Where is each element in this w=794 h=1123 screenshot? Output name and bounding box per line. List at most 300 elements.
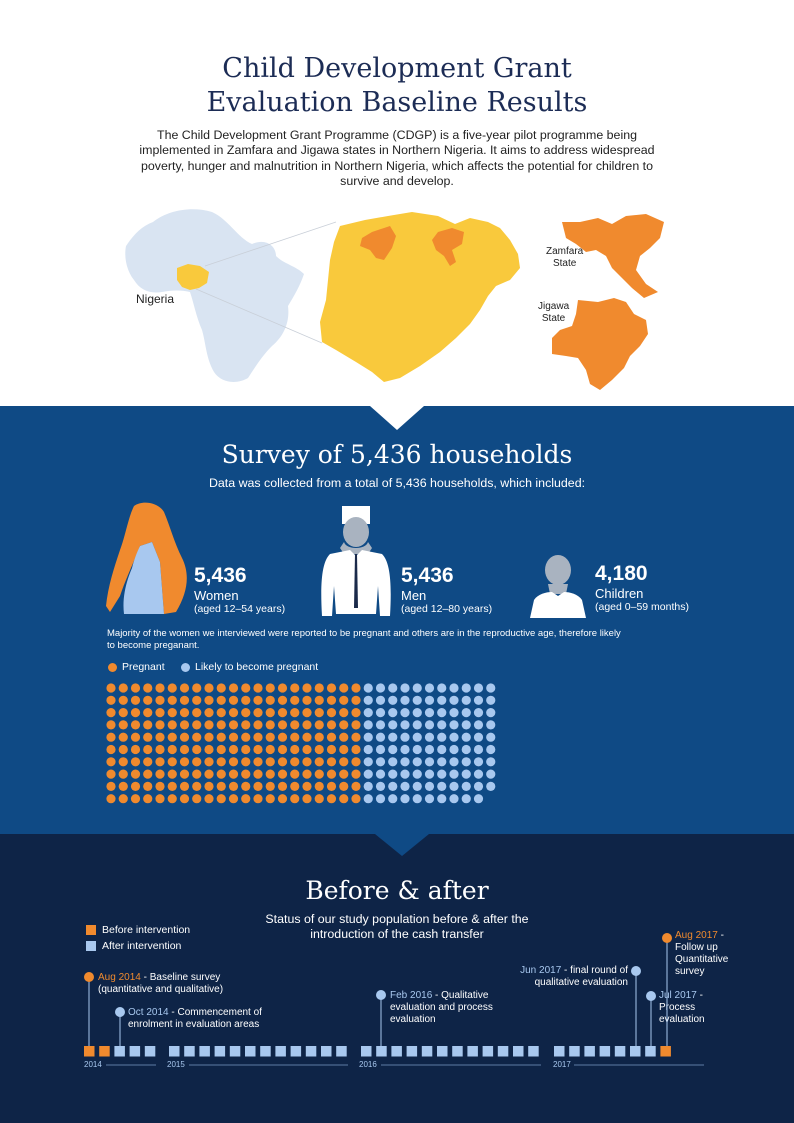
likely-dot <box>486 696 495 705</box>
likely-dot <box>400 757 409 766</box>
survey-subtitle: Data was collected from a total of 5,436 households, which included: <box>208 476 586 490</box>
timeline-title: Before & after <box>305 876 489 905</box>
pregnant-dot <box>327 720 336 729</box>
pregnant-dot <box>192 770 201 779</box>
month-before <box>660 1046 671 1057</box>
pregnant-dot <box>302 696 311 705</box>
pregnant-dot <box>241 782 250 791</box>
pregnant-dot <box>229 745 238 754</box>
likely-dot <box>364 720 373 729</box>
pregnant-dot <box>204 683 213 692</box>
likely-dot <box>400 720 409 729</box>
pregnant-dot <box>168 720 177 729</box>
event-oct-2014: Oct 2014 - Commencement of enrolment in evaluation areas <box>128 1007 262 1030</box>
likely-dot <box>486 757 495 766</box>
pregnant-dot <box>217 794 226 803</box>
pregnant-dot <box>131 683 140 692</box>
pregnant-dot <box>351 720 360 729</box>
pregnant-dot <box>253 696 262 705</box>
pregnant-dot <box>192 745 201 754</box>
likely-dot <box>364 708 373 717</box>
year-2015: 2015 <box>167 1060 185 1069</box>
pregnant-dot <box>192 720 201 729</box>
pregnant-dot <box>302 757 311 766</box>
pregnant-dot <box>339 745 348 754</box>
pregnant-dot <box>155 720 164 729</box>
children-count: 4,180 <box>595 562 648 585</box>
likely-dot <box>364 683 373 692</box>
pregnant-dot <box>266 733 275 742</box>
pregnant-dot <box>119 683 128 692</box>
likely-dot <box>388 757 397 766</box>
pregnant-dot <box>180 782 189 791</box>
pregnant-dot <box>351 782 360 791</box>
pregnant-dot <box>315 733 324 742</box>
pregnant-dot <box>302 733 311 742</box>
pregnant-dot <box>143 733 152 742</box>
likely-dot <box>364 794 373 803</box>
pregnant-dot <box>266 720 275 729</box>
pregnant-dot <box>204 745 213 754</box>
pregnant-dot <box>253 745 262 754</box>
month-after <box>498 1046 509 1057</box>
month-after <box>130 1046 141 1057</box>
event-marker <box>646 991 656 1001</box>
likely-dot <box>388 745 397 754</box>
pregnant-dot <box>192 683 201 692</box>
pregnant-dot <box>106 794 115 803</box>
pregnant-dot <box>241 683 250 692</box>
pregnant-dot <box>315 745 324 754</box>
pregnant-dot <box>106 782 115 791</box>
pregnant-dot <box>143 770 152 779</box>
likely-dot <box>425 708 434 717</box>
likely-dot <box>462 794 471 803</box>
pregnant-dot <box>131 733 140 742</box>
intro-text: The Child Development Grant Programme (CDGP) is a five-year pilot programme being implemented in Zamfara and Jigawa states in Northern Nigeria. It aims to address widespread poverty, hunger and malnutrition in Northern Nigeria, which affects the potential for children to survive and develop. <box>139 128 655 188</box>
likely-dot <box>425 782 434 791</box>
survey-section <box>0 406 794 834</box>
likely-dot <box>474 782 483 791</box>
likely-dot <box>364 757 373 766</box>
pregnant-dot <box>204 782 213 791</box>
dot-grid <box>0 406 794 834</box>
likely-dot <box>425 696 434 705</box>
pregnant-dot <box>106 745 115 754</box>
pregnant-dot <box>339 770 348 779</box>
month-after <box>245 1046 256 1057</box>
pregnant-dot <box>155 782 164 791</box>
pregnant-dot <box>302 794 311 803</box>
pregnant-dot <box>241 733 250 742</box>
event-marker <box>115 1007 125 1017</box>
likely-dot <box>462 696 471 705</box>
pregnant-dot <box>119 696 128 705</box>
month-after <box>291 1046 302 1057</box>
month-after <box>184 1046 195 1057</box>
zamfara-label: Zamfara State <box>546 246 584 269</box>
pregnant-dot <box>278 720 287 729</box>
likely-dot <box>437 757 446 766</box>
pregnant-dot <box>241 708 250 717</box>
likely-dot <box>486 770 495 779</box>
women-age: (aged 12–54 years) <box>194 603 286 615</box>
pregnant-dot <box>119 794 128 803</box>
legend-likely: Likely to become pregnant <box>181 661 318 673</box>
event-jul-2017: Jul 2017 - Process evaluation <box>659 990 705 1025</box>
pregnant-dot <box>302 782 311 791</box>
likely-dot <box>474 745 483 754</box>
pregnant-dot <box>290 733 299 742</box>
pregnant-dot <box>229 770 238 779</box>
likely-dot <box>437 770 446 779</box>
pregnant-dot <box>168 745 177 754</box>
pregnant-dot <box>339 696 348 705</box>
likely-dot <box>364 782 373 791</box>
pregnant-dot <box>217 782 226 791</box>
pregnant-dot <box>315 683 324 692</box>
pregnant-dot <box>351 770 360 779</box>
pregnant-dot <box>229 683 238 692</box>
month-after <box>407 1046 418 1057</box>
pregnant-dot <box>315 782 324 791</box>
pregnant-dot <box>266 757 275 766</box>
pregnant-dot <box>278 782 287 791</box>
pregnant-dot <box>131 720 140 729</box>
month-after <box>215 1046 226 1057</box>
month-after <box>275 1046 286 1057</box>
pregnant-dot <box>143 782 152 791</box>
event-marker <box>631 966 641 976</box>
pregnant-dot <box>192 733 201 742</box>
pregnant-dot <box>155 696 164 705</box>
likely-dot <box>413 770 422 779</box>
likely-dot <box>449 683 458 692</box>
likely-dot <box>364 745 373 754</box>
likely-dot <box>474 696 483 705</box>
month-after <box>336 1046 347 1057</box>
likely-dot <box>376 708 385 717</box>
pregnant-dot <box>155 770 164 779</box>
likely-dot <box>474 720 483 729</box>
pregnant-dot <box>106 696 115 705</box>
pregnant-dot <box>143 683 152 692</box>
pregnant-dot <box>217 708 226 717</box>
pregnant-dot <box>241 757 250 766</box>
pregnant-dot <box>241 745 250 754</box>
pregnant-dot <box>253 757 262 766</box>
pregnant-dot <box>266 696 275 705</box>
likely-dot <box>376 794 385 803</box>
likely-dot <box>400 696 409 705</box>
likely-dot <box>462 770 471 779</box>
likely-dot <box>437 782 446 791</box>
pregnant-dot <box>351 745 360 754</box>
pregnant-dot <box>217 720 226 729</box>
pregnant-dot <box>278 696 287 705</box>
pregnant-dot <box>204 696 213 705</box>
pregnant-dot <box>143 757 152 766</box>
pregnant-dot <box>339 708 348 717</box>
likely-dot <box>449 696 458 705</box>
likely-dot <box>486 720 495 729</box>
legend-pregnant: Pregnant <box>108 661 165 673</box>
timeline-subtitle: Status of our study population before & after the introduction of the cash transfer <box>265 912 529 941</box>
pregnant-dot <box>339 720 348 729</box>
month-before <box>99 1046 110 1057</box>
likely-dot <box>400 770 409 779</box>
pregnant-dot <box>253 683 262 692</box>
pregnant-dot <box>204 733 213 742</box>
event-jun-2017: Jun 2017 - final round of qualitative evaluation <box>520 965 628 988</box>
pregnant-dot <box>339 683 348 692</box>
likely-dot <box>474 733 483 742</box>
event-aug-2014: Aug 2014 - Baseline survey (quantitative and qualitative) <box>98 972 224 995</box>
month-after <box>230 1046 241 1057</box>
likely-dot <box>462 733 471 742</box>
likely-dot <box>437 794 446 803</box>
likely-dot <box>376 683 385 692</box>
pregnant-dot <box>290 770 299 779</box>
likely-dot <box>437 733 446 742</box>
pregnant-dot <box>266 745 275 754</box>
pregnant-dot <box>351 733 360 742</box>
likely-dot <box>437 708 446 717</box>
pregnant-dot <box>168 794 177 803</box>
pregnant-dot <box>217 770 226 779</box>
likely-dot <box>376 782 385 791</box>
pregnant-dot <box>168 696 177 705</box>
likely-dot <box>474 683 483 692</box>
legend-before: Before intervention <box>86 924 190 936</box>
pregnant-dot <box>315 770 324 779</box>
pregnant-dot <box>339 757 348 766</box>
month-after <box>528 1046 539 1057</box>
likely-dot <box>364 770 373 779</box>
likely-dot <box>462 683 471 692</box>
likely-dot <box>413 757 422 766</box>
pregnant-dot <box>266 794 275 803</box>
likely-dot <box>462 720 471 729</box>
month-after <box>600 1046 611 1057</box>
month-after <box>584 1046 595 1057</box>
pregnant-dot <box>180 720 189 729</box>
likely-dot <box>425 757 434 766</box>
pregnant-dot <box>278 708 287 717</box>
month-after <box>376 1046 387 1057</box>
likely-dot <box>388 733 397 742</box>
pregnant-dot <box>266 782 275 791</box>
pregnant-dot <box>253 794 262 803</box>
likely-dot <box>413 683 422 692</box>
pregnant-dot <box>106 770 115 779</box>
pregnant-dot <box>217 696 226 705</box>
pregnant-dot <box>339 733 348 742</box>
likely-dot <box>413 794 422 803</box>
likely-dot <box>449 770 458 779</box>
pregnant-dot <box>302 745 311 754</box>
nigeria-map <box>320 212 520 382</box>
pregnant-dot <box>302 720 311 729</box>
pregnant-dot <box>119 757 128 766</box>
pregnant-dot <box>351 708 360 717</box>
pregnant-dot <box>241 770 250 779</box>
children-age: (aged 0–59 months) <box>595 601 689 613</box>
likely-dot <box>413 696 422 705</box>
pregnant-dot <box>180 683 189 692</box>
pregnant-dot <box>131 708 140 717</box>
likely-dot <box>388 708 397 717</box>
month-before <box>84 1046 95 1057</box>
pregnant-dot <box>229 708 238 717</box>
pregnant-dot <box>302 683 311 692</box>
likely-dot <box>400 708 409 717</box>
likely-dot <box>462 782 471 791</box>
pregnant-dot <box>266 770 275 779</box>
likely-dot <box>425 720 434 729</box>
pregnant-dot <box>131 696 140 705</box>
month-after <box>361 1046 372 1057</box>
pregnant-dot <box>143 720 152 729</box>
pregnant-dot <box>119 708 128 717</box>
pregnant-dot <box>290 757 299 766</box>
women-label: Women <box>194 588 239 603</box>
pregnant-dot <box>302 770 311 779</box>
pregnant-dot <box>315 696 324 705</box>
men-label: Men <box>401 588 427 603</box>
pregnant-dot <box>119 770 128 779</box>
pregnant-dot <box>106 733 115 742</box>
month-after <box>391 1046 402 1057</box>
likely-dot <box>449 720 458 729</box>
pregnant-dot <box>290 720 299 729</box>
likely-dot <box>376 757 385 766</box>
timeline-section <box>0 834 794 1123</box>
likely-dot <box>425 733 434 742</box>
women-count: 5,436 <box>194 564 247 587</box>
likely-dot <box>437 683 446 692</box>
likely-dot <box>376 745 385 754</box>
likely-dot <box>413 720 422 729</box>
pregnant-dot <box>217 683 226 692</box>
month-after <box>483 1046 494 1057</box>
pregnant-dot <box>290 782 299 791</box>
pregnant-dot <box>168 708 177 717</box>
likely-dot <box>376 733 385 742</box>
pregnant-dot <box>253 733 262 742</box>
year-2017: 2017 <box>553 1060 571 1069</box>
pregnant-dot <box>327 696 336 705</box>
likely-dot <box>462 745 471 754</box>
likely-dot <box>449 733 458 742</box>
likely-dot <box>486 745 495 754</box>
pregnant-dot <box>155 745 164 754</box>
children-label: Children <box>595 586 644 601</box>
likely-dot <box>413 708 422 717</box>
likely-dot <box>462 757 471 766</box>
pregnant-dot <box>155 733 164 742</box>
event-marker <box>376 990 386 1000</box>
likely-dot <box>388 782 397 791</box>
pregnant-dot <box>155 683 164 692</box>
pregnant-dot <box>229 794 238 803</box>
likely-dot <box>364 733 373 742</box>
likely-dot <box>449 708 458 717</box>
pregnant-dot <box>180 794 189 803</box>
likely-dot <box>388 770 397 779</box>
pregnant-dot <box>290 708 299 717</box>
pregnant-dot <box>180 696 189 705</box>
pregnant-dot <box>253 770 262 779</box>
pregnant-dot <box>290 683 299 692</box>
likely-dot <box>462 708 471 717</box>
pregnant-dot <box>327 733 336 742</box>
likely-dot <box>425 770 434 779</box>
pregnant-dot <box>217 745 226 754</box>
pregnant-dot <box>290 794 299 803</box>
pregnant-dot <box>131 770 140 779</box>
pregnant-dot <box>192 757 201 766</box>
pregnant-dot <box>278 757 287 766</box>
likely-dot <box>437 696 446 705</box>
likely-dot <box>413 782 422 791</box>
pregnant-dot <box>241 720 250 729</box>
likely-dot <box>425 745 434 754</box>
pregnant-dot <box>168 782 177 791</box>
pregnant-dot <box>180 708 189 717</box>
likely-dot <box>413 733 422 742</box>
pregnant-dot <box>266 708 275 717</box>
month-after <box>260 1046 271 1057</box>
likely-dot <box>400 782 409 791</box>
likely-dot <box>376 696 385 705</box>
pregnant-dot <box>204 794 213 803</box>
likely-dot <box>364 696 373 705</box>
pregnant-dot <box>278 683 287 692</box>
pregnant-dot <box>339 794 348 803</box>
pregnant-dot <box>351 794 360 803</box>
pregnant-dot <box>119 782 128 791</box>
likely-dot <box>449 782 458 791</box>
pregnant-dot <box>155 708 164 717</box>
pregnant-dot <box>217 733 226 742</box>
pregnant-dot <box>315 757 324 766</box>
likely-dot <box>474 770 483 779</box>
likely-dot <box>425 794 434 803</box>
likely-dot <box>376 770 385 779</box>
pregnant-dot <box>327 770 336 779</box>
likely-dot <box>474 757 483 766</box>
pregnant-dot <box>229 696 238 705</box>
jigawa-label: Jigawa State <box>538 301 570 324</box>
event-aug-2017: Aug 2017 - Follow up Quantitative survey <box>675 930 729 977</box>
likely-dot <box>486 708 495 717</box>
pregnant-dot <box>143 745 152 754</box>
month-after <box>513 1046 524 1057</box>
month-after <box>169 1046 180 1057</box>
likely-dot <box>400 794 409 803</box>
pregnant-dot <box>327 757 336 766</box>
men-age: (aged 12–80 years) <box>401 603 493 615</box>
likely-dot <box>388 720 397 729</box>
pregnant-dot <box>217 757 226 766</box>
month-after <box>145 1046 156 1057</box>
pregnant-dot <box>204 770 213 779</box>
pregnancy-note: Majority of the women we interviewed were reported to be pregnant and others are in the reproductive age, therefore likely to become preganant. <box>107 628 621 651</box>
pregnant-dot <box>106 708 115 717</box>
pregnant-dot <box>168 683 177 692</box>
pregnant-dot <box>266 683 275 692</box>
